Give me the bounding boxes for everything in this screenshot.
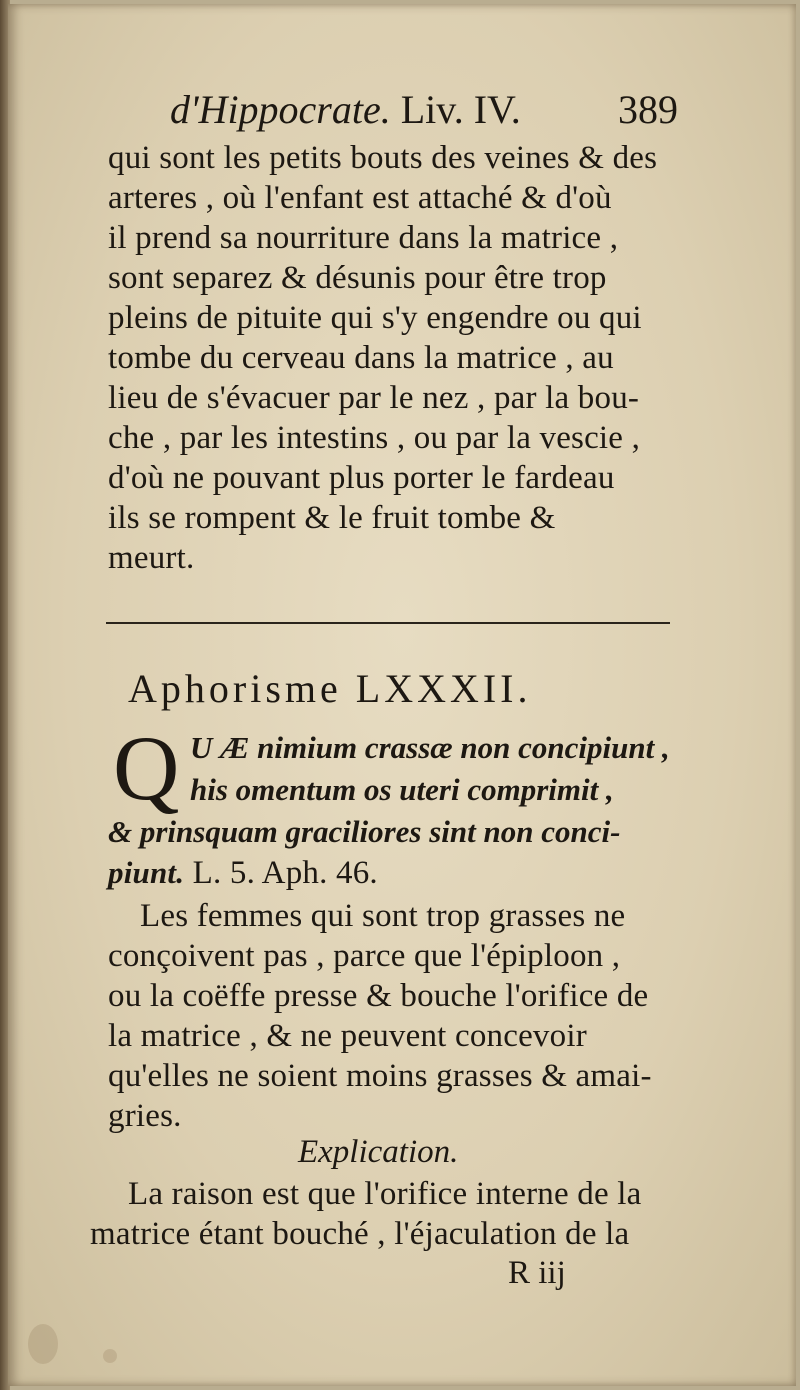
text-line: arteres , où l'enfant est attaché & d'où [108,180,612,216]
text-line: ils se rompent & le fruit tombe & [108,500,556,536]
text-line: conçoivent pas , parce que l'épiploon , [108,938,621,974]
running-header [170,86,678,133]
latin-line: his omentum os uteri comprimit , [190,772,614,807]
text-line: Les femmes qui sont trop grasses ne [140,898,626,934]
signature-mark: R iij [508,1255,566,1291]
text-line: il prend sa nourriture dans la matrice , [108,220,619,256]
text-line: pleins de pituite qui s'y engendre ou qui [108,300,642,336]
text-line: d'où ne pouvant plus porter le fardeau [108,460,615,496]
text-line: tombe du cerveau dans la matrice , au [108,340,614,376]
text-line: qui sont les petits bouts des veines & des [108,140,658,176]
latin-line-end: piunt. [108,855,185,890]
text-line: La raison est que l'orifice interne de la [128,1176,642,1212]
text-line: meurt. [108,540,195,576]
paper-stain [28,1324,58,1364]
text-line: gries. [108,1098,182,1134]
section-divider-rule [106,622,670,624]
text-line: lieu de s'évacuer par le nez , par la bou- [108,380,640,416]
latin-line: & prinsquam graciliores sint non conci- [108,814,621,849]
text-line: ou la coëffe presse & bouche l'orifice de [108,978,649,1014]
text-line: che , par les intestins , ou par la vescie , [108,420,641,456]
book-number: Liv. IV. [400,87,521,132]
aphorism-title: Aphorisme LXXXII. [128,666,532,711]
text-line: sont separez & désunis pour être trop [108,260,607,296]
drop-cap: Q [113,717,180,819]
page-number: 389 [618,87,678,132]
aphorism-reference: L. 5. Aph. 46. [192,855,378,891]
text-line: la matrice , & ne peuvent concevoir [108,1018,587,1054]
running-title: d'Hippocrate. [170,87,391,132]
paper-stain [103,1349,117,1363]
latin-last-line [108,855,378,892]
latin-line: U Æ nimium crassæ non concipiunt , [190,730,670,765]
text-line: matrice étant bouché , l'éjaculation de la [90,1216,630,1252]
explication-heading: Explication. [298,1134,459,1170]
text-line: qu'elles ne soient moins grasses & amai- [108,1058,652,1094]
